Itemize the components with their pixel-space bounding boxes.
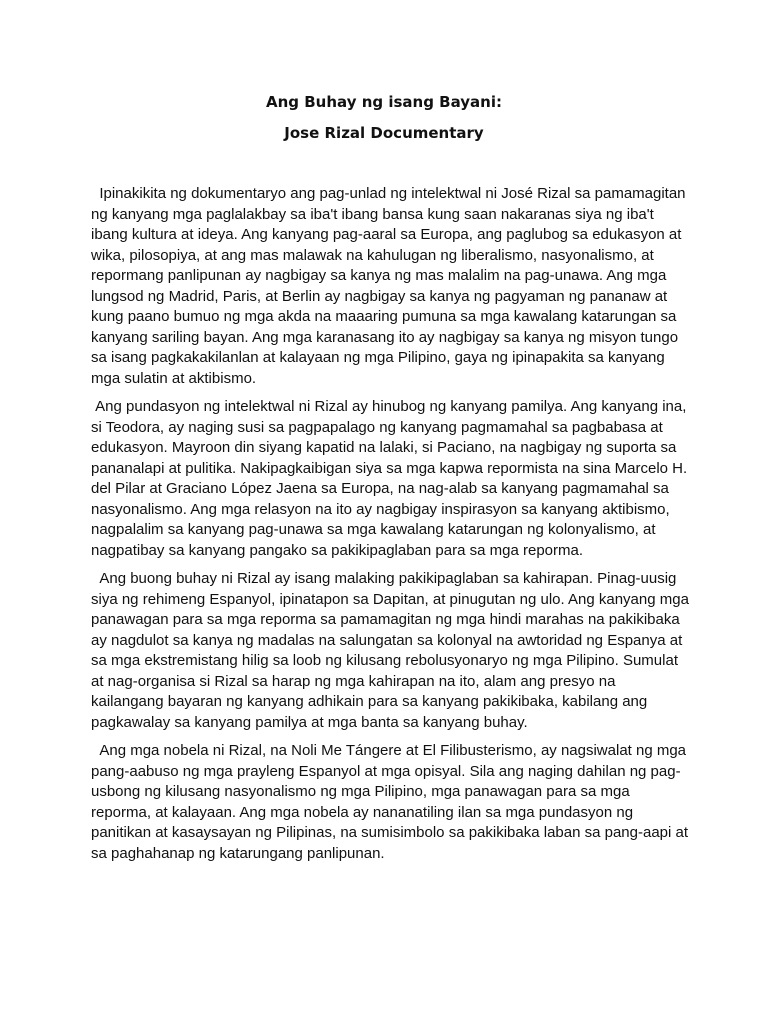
paragraph-2: Ang pundasyon ng intelektwal ni Rizal ay hinubog ng kanyang pamilya. Ang kanyang ina, si Teodora, ay naging susi sa pagpapalago ng kanyang pagmamahal sa pagbabasa at edukasyon. Mayroon din siyang kapatid na lalaki, si Paciano, na nagbigay ng suporta sa pananalapi at pulitika. Nakipagkaibigan siya sa mga kapwa repormista na sina Marcelo H. del Pilar at Graciano López Jaena sa Europa, na nag-alab sa kanyang pagmamahal sa nasyonalismo. Ang mga relasyon na ito ay nagbigay inspirasyon sa kanyang aktibismo, nagpalalim sa kanyang pag-unawa sa mga kawalang katarungan ng kolonyalismo, at nagpatibay sa kanyang pangako sa pakikipaglaban para sa mga reporma. — [91, 398, 692, 559]
paragraph-3: Ang buong buhay ni Rizal ay isang malaking pakikipaglaban sa kahirapan. Pinag-uusig siya ng rehimeng Espanyol, ipinatapon sa Dapitan, at pinugutan ng ulo. Ang kanyang mga panawagan para sa mga reporma sa pamamagitan ng mga hindi marahas na pakikibaka ay nagdulot sa kanya ng madalas na salungatan sa kolonyal na awtoridad ng Espanya at sa mga ekstremistang hilig sa loob ng kilusang rebolusyonaryo ng mga Pilipino. Sumulat at nag-organisa si Rizal sa harap ng mga kahirapan na ito, alam ang presyo na kailangang bayaran ng kanyang adhikain para sa kanyang pakikibaka, kabilang ang pagkawalay sa kanyang pamilya at mga banta sa kanyang buhay. — [91, 570, 694, 731]
document-subtitle: Jose Rizal Documentary — [284, 124, 484, 142]
document-title: Ang Buhay ng isang Bayani: — [266, 93, 502, 111]
paragraph-4: Ang mga nobela ni Rizal, na Noli Me Tángere at El Filibusterismo, ay nagsiwalat ng mga pang-aabuso ng mga prayleng Espanyol at mga opisyal. Sila ang naging dahilan ng pag-usbong ng kilusang nasyonalismo ng mga Pilipino, mga panawagan para sa mga reporma, at kalayaan. Ang mga nobela ay nananatiling ilan sa mga pundasyon ng panitikan at kasaysayan ng Pilipinas, na sumisimbolo sa pakikibaka laban sa pang-aapi at sa paghahanap ng katarungang panlipunan. — [91, 742, 693, 862]
paragraph-1: Ipinakikita ng dokumentaryo ang pag-unlad ng intelektwal ni José Rizal sa pamamagitan ng kanyang mga paglalakbay sa iba't ibang bansa kung saan nakaranas siya ng iba't ibang kultura at ideya. Ang kanyang pag-aaral sa Europa, ang paglubog sa edukasyon at wika, pilosopiya, at ang mas malawak na kahulugan ng liberalismo, nasyonalismo, at repormang panlipunan ay nagbigay sa kanya ng mas malalim na pag-unawa. Ang mga lungsod ng Madrid, Paris, at Berlin ay nagbigay sa kanya ng pagyaman ng pananaw at kung paano bumuo ng mga akda na maaaring pumuna sa mga kawalang katarungan sa kanyang sariling bayan. Ang mga karanasang ito ay nagbigay sa kanya ng misyon tungo sa isang pagkakakilanlan at kalayaan ng mga Pilipino, gaya ng ipinapakita sa kanyang mga sulatin at aktibismo. — [91, 185, 690, 387]
document-body — [91, 184, 694, 872]
